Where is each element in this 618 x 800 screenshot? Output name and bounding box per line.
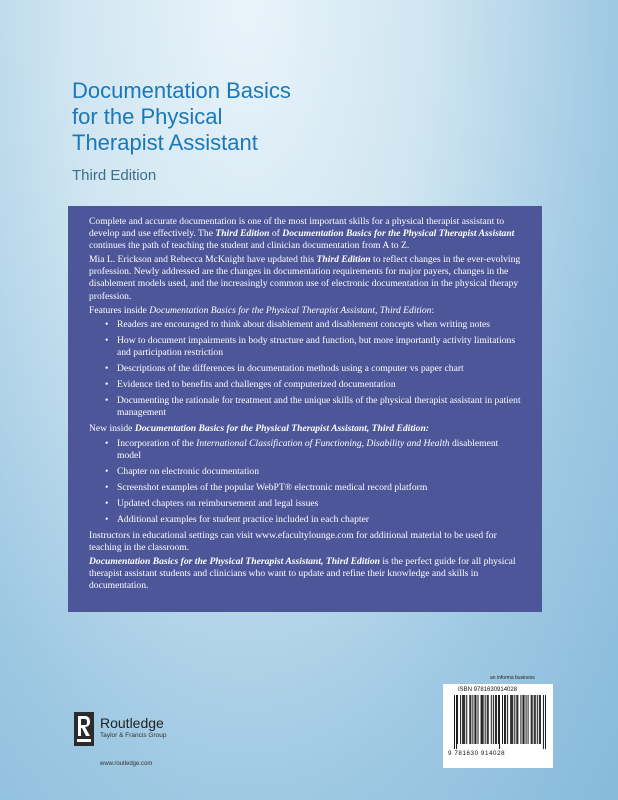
informa-label: an informa business [490,675,535,681]
barcode-bar [532,695,533,744]
features-list [89,319,523,420]
list-item: • Readers are encouraged to think about disablement and disablement concepts when writing notes [117,319,523,331]
publisher-name: Routledge [100,715,164,731]
barcode-bar [516,695,517,744]
description-panel [68,206,542,612]
publisher-group: Taylor & Francis Group [100,732,167,739]
barcode-bar [522,695,523,744]
barcode-bar [528,695,529,744]
barcode-bar [472,695,473,744]
barcode-digits: 9 781630 914028 [448,750,506,757]
barcode-bar [545,695,546,749]
barcode-bar [512,695,513,744]
barcode-bar [483,695,484,744]
barcode-bar [496,695,497,744]
list-item: • Documenting the rationale for treatment and the unique skills of the physical therapist assistant in patient management [117,395,523,419]
features-heading: Features inside Documentation Basics for the Physical Therapist Assistant, Third Edition: [89,304,435,316]
barcode-bar [539,695,540,744]
title-line: Documentation Basics [72,78,291,103]
title-line: for the Physical [72,104,223,129]
barcode-bar [463,695,464,744]
barcode-bar [474,695,475,744]
barcode-bar [482,695,483,744]
closing-paragraph: Documentation Basics for the Physical Therapist Assistant, Third Edition is the perfect guide for all physical therapist assistant students and clinicians who want to update and refine their knowledge and skills in documentation. [89,556,516,592]
barcode-bar [498,695,499,744]
barcode-bar [504,695,505,744]
barcode-bar [487,695,488,744]
list-item: • Evidence tied to benefits and challenges of computerized documentation [117,379,523,391]
list-item: • Descriptions of the differences in documentation methods using a computer vs paper chart [117,363,523,375]
barcode-bar [466,695,467,744]
barcode-bar [457,695,458,744]
list-item: • Incorporation of the International Classification of Functioning, Disability and Health disablement model [117,438,523,462]
barcode-bar [502,695,503,744]
instructors-paragraph: Instructors in educational settings can visit www.efacultylounge.com for additional material to be used for teaching in the classroom. [89,530,497,554]
routledge-logo-icon [74,712,94,746]
barcode-bar [454,695,455,749]
barcode-bar [478,695,479,744]
barcode-bar [531,695,532,744]
barcode-bar [460,695,461,744]
barcode-bar [464,695,465,744]
new-heading: New inside Documentation Basics for the Physical Therapist Assistant, Third Edition: [89,423,429,435]
barcode-box [443,684,553,768]
barcode-bar [475,695,476,744]
barcode-bar [514,695,515,744]
authors-paragraph: Mia L. Erickson and Rebecca McKnight have updated this Third Edition to reflect changes in the ever-evolving profession. Newly addressed are the changes in documentation requirements for major payers, changes in the disablement models used, and the increasingly common use of electronic documentation in the physical therapy profession. [89,254,521,302]
book-title [72,78,291,156]
new-list [89,438,523,527]
barcode-bar [488,695,489,744]
barcode-bar [520,695,521,744]
list-item: • Updated chapters on reimbursement and legal issues [117,498,523,510]
barcode-bar [534,695,535,744]
list-item: • Additional examples for student practice included in each chapter [117,514,523,526]
list-item: • Screenshot examples of the popular WebPT® electronic medical record platform [117,482,523,494]
isbn-label: ISBN 9781630914028 [458,687,518,693]
barcode-bar [499,695,500,749]
barcode-bar [495,695,496,744]
barcode-bar [511,695,512,744]
barcode-bar [456,695,457,749]
edition-label: Third Edition [72,167,157,184]
barcode-bar [524,695,525,744]
publisher-website: www.routledge.com [100,761,153,767]
barcode-bar [485,695,486,744]
barcode-bar [481,695,482,744]
barcode-bar [505,695,506,744]
barcode-icon [454,695,546,749]
barcode-bar [507,695,508,744]
barcode-bar [510,695,511,744]
barcode-bar [470,695,471,744]
barcode-bar [537,695,538,744]
barcode-bar [535,695,536,744]
list-item: • Chapter on electronic documentation [117,466,523,478]
barcode-bar [491,695,492,744]
list-item: • How to document impairments in body structure and function, but more importantly activity limitations and participation restriction [117,335,523,359]
barcode-bar [543,695,544,749]
barcode-bar [469,695,470,744]
publisher-block [100,716,166,739]
barcode-bar [540,695,541,744]
intro-paragraph: Complete and accurate documentation is one of the most important skills for a physical therapist assistant to develop and use effectively. The Third Edition of Documentation Basics for the Physical Therapist Assistant continues the path of teaching the student and clinician documentation from A to Z. [89,216,515,252]
barcode-bar [526,695,527,744]
barcode-bar [462,695,463,744]
barcode-bar [493,695,494,744]
title-line: Therapist Assistant [72,130,258,155]
barcode-bar [517,695,518,744]
